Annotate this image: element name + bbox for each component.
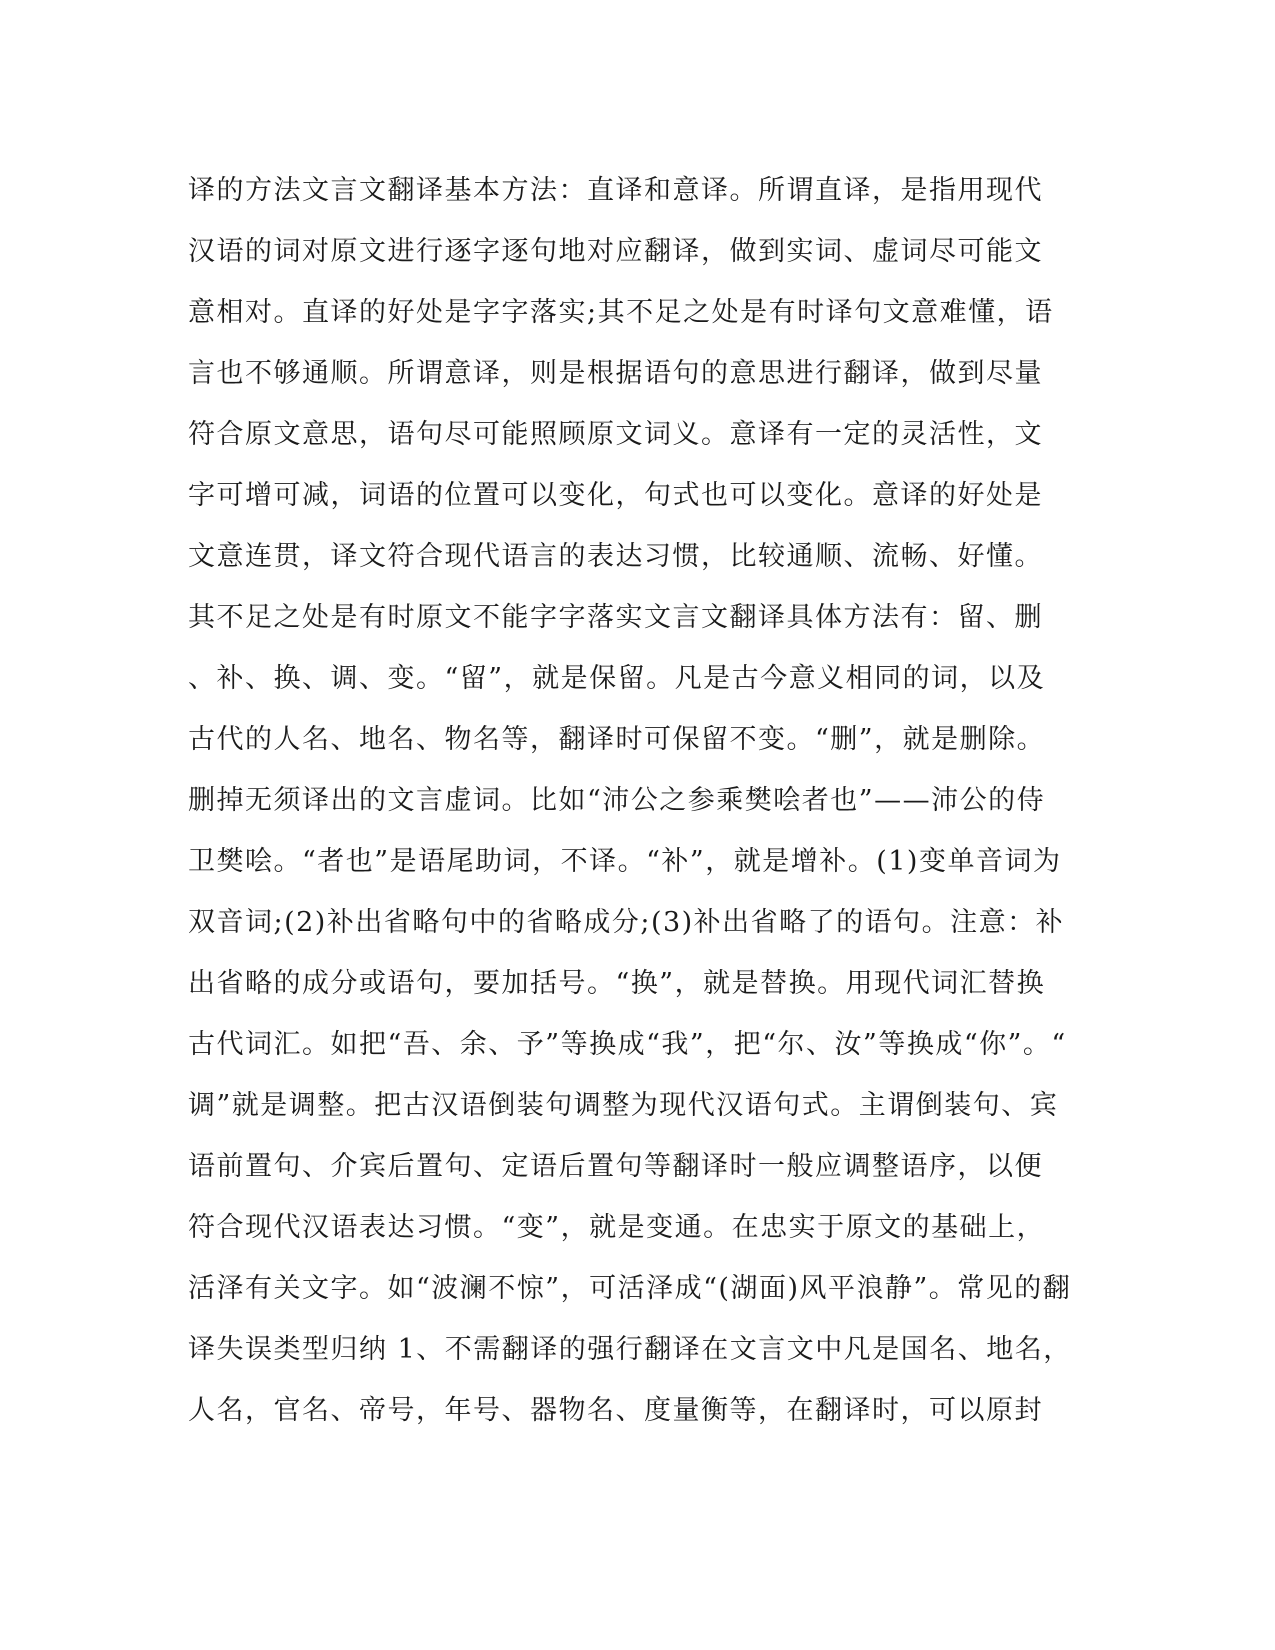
text-line: 字可增可减，词语的位置可以变化，句式也可以变化。意译的好处是 bbox=[188, 480, 1043, 511]
text-line: 言也不够通顺。所谓意译，则是根据语句的意思进行翻译，做到尽量 bbox=[188, 358, 1043, 389]
text-line: 人名，官名、帝号，年号、器物名、度量衡等，在翻译时，可以原封 bbox=[188, 1395, 1043, 1426]
text-line: 汉语的词对原文进行逐字逐句地对应翻译，做到实词、虚词尽可能文 bbox=[188, 236, 1043, 267]
text-line: 语前置句、介宾后置句、定语后置句等翻译时一般应调整语序，以便 bbox=[188, 1151, 1043, 1182]
text-line: 古代的人名、地名、物名等，翻译时可保留不变。“删”，就是删除。 bbox=[188, 724, 1046, 755]
text-line: 符合现代汉语表达习惯。“变”，就是变通。在忠实于原文的基础上， bbox=[188, 1212, 1046, 1243]
text-line: 其不足之处是有时原文不能字字落实文言文翻译具体方法有：留、删 bbox=[188, 602, 1043, 633]
body-text bbox=[188, 160, 1088, 1441]
text-line: 调”就是调整。把古汉语倒装句调整为现代汉语句式。主谓倒装句、宾 bbox=[188, 1090, 1059, 1121]
text-line: 活泽有关文字。如“波澜不惊”，可活泽成“(湖面)风平浪静”。常见的翻 bbox=[188, 1273, 1072, 1304]
text-line: 删掉无须译出的文言虚词。比如“沛公之参乘樊哙者也”——沛公的侍 bbox=[188, 785, 1046, 816]
text-line: 意相对。直译的好处是字字落实;其不足之处是有时译句文意难懂，语 bbox=[188, 297, 1054, 328]
text-line: 符合原文意思，语句尽可能照顾原文词义。意译有一定的灵活性，文 bbox=[188, 419, 1043, 450]
text-line: 卫樊哙。“者也”是语尾助词，不译。“补”，就是增补。(1)变单音词为 bbox=[188, 846, 1062, 877]
text-line: 双音词;(2)补出省略句中的省略成分;(3)补出省略了的语句。注意：补 bbox=[188, 907, 1065, 938]
text-line: 、补、换、调、变。“留”，就是保留。凡是古今意义相同的词，以及 bbox=[188, 663, 1046, 694]
text-line: 出省略的成分或语句，要加括号。“换”，就是替换。用现代词汇替换 bbox=[188, 968, 1046, 999]
text-line: 译的方法文言文翻译基本方法：直译和意译。所谓直译，是指用现代 bbox=[188, 175, 1043, 206]
text-line: 古代词汇。如把“吾、余、予”等换成“我”，把“尔、汝”等换成“你”。“ bbox=[188, 1029, 1067, 1060]
text-line: 译失误类型归纳 1、不需翻译的强行翻译在文言文中凡是国名、地名， bbox=[188, 1334, 1072, 1365]
text-line: 文意连贯，译文符合现代语言的表达习惯，比较通顺、流畅、好懂。 bbox=[188, 541, 1043, 572]
